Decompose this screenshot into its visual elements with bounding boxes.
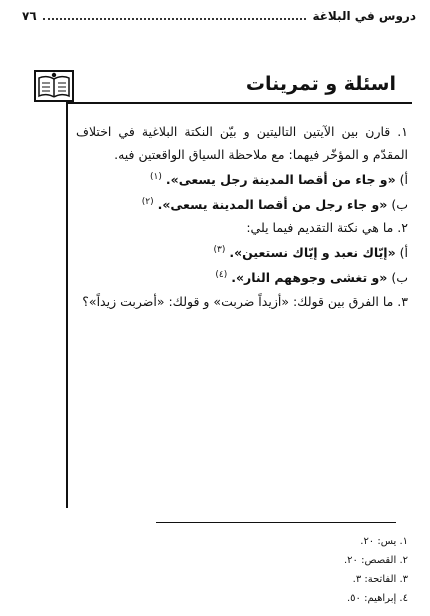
item-label: أ) <box>399 245 408 261</box>
item-label: ب) <box>391 197 408 213</box>
question-2-item-a <box>76 239 408 264</box>
question-3: ٣. ما الفرق بين قولك: «أزيداً ضربت» و قولك: «أضربت زيداً»؟ <box>82 293 408 309</box>
footnote-ref: (٣) <box>213 245 226 256</box>
footnote-separator <box>156 522 396 523</box>
exercises-body <box>76 120 408 313</box>
page-number: ٧٦ <box>22 9 37 23</box>
question-1-item-b <box>76 191 408 216</box>
question-2-item-b <box>76 264 408 289</box>
question-1-item-a <box>76 166 408 191</box>
open-book-icon <box>34 70 74 102</box>
footnote-ref: (١) <box>150 172 162 182</box>
running-header <box>22 6 416 26</box>
footnote-3: ٣. الفاتحة: ٣. <box>352 574 408 585</box>
quran-verse: «و تغشى وجوههم النار». <box>231 270 388 286</box>
quran-verse: «إيّاك نعبد و إيّاك نستعين». <box>229 245 396 261</box>
item-label: ب) <box>391 270 408 286</box>
section-title-underline <box>68 102 412 104</box>
margin-rule <box>66 78 68 508</box>
footnote-2: ٢. القصص: ٢٠. <box>343 555 408 566</box>
book-title: دروس في البلاغة <box>312 9 416 23</box>
question-2: ٢. ما هي نكتة التقديم فيما يلي: <box>246 220 408 236</box>
footnote-ref: (٢) <box>141 197 154 208</box>
item-label: أ) <box>399 172 408 188</box>
section-heading <box>20 66 412 106</box>
footnote-1: ١. يس: ٢٠. <box>360 536 408 547</box>
header-dot-leader <box>43 18 307 20</box>
quran-verse: «و جاء من أقصا المدينة رجل يسعى». <box>165 172 396 188</box>
section-title: اسئلة و تمرينات <box>245 73 396 95</box>
quran-verse: «و جاء رجل من أقصا المدينة يسعى». <box>157 197 388 213</box>
footnotes <box>168 532 408 608</box>
footnote-4: ٤. إبراهيم: ٥٠. <box>346 593 408 604</box>
footnote-ref: (٤) <box>215 270 228 281</box>
question-1: ١. قارن بين الآيتين التاليتين و بيّن النكتة البلاغية في اختلاف المقدّم و المؤخّر فيهما: مع ملاحظة السياق الواقعتين فيه. <box>76 124 408 162</box>
